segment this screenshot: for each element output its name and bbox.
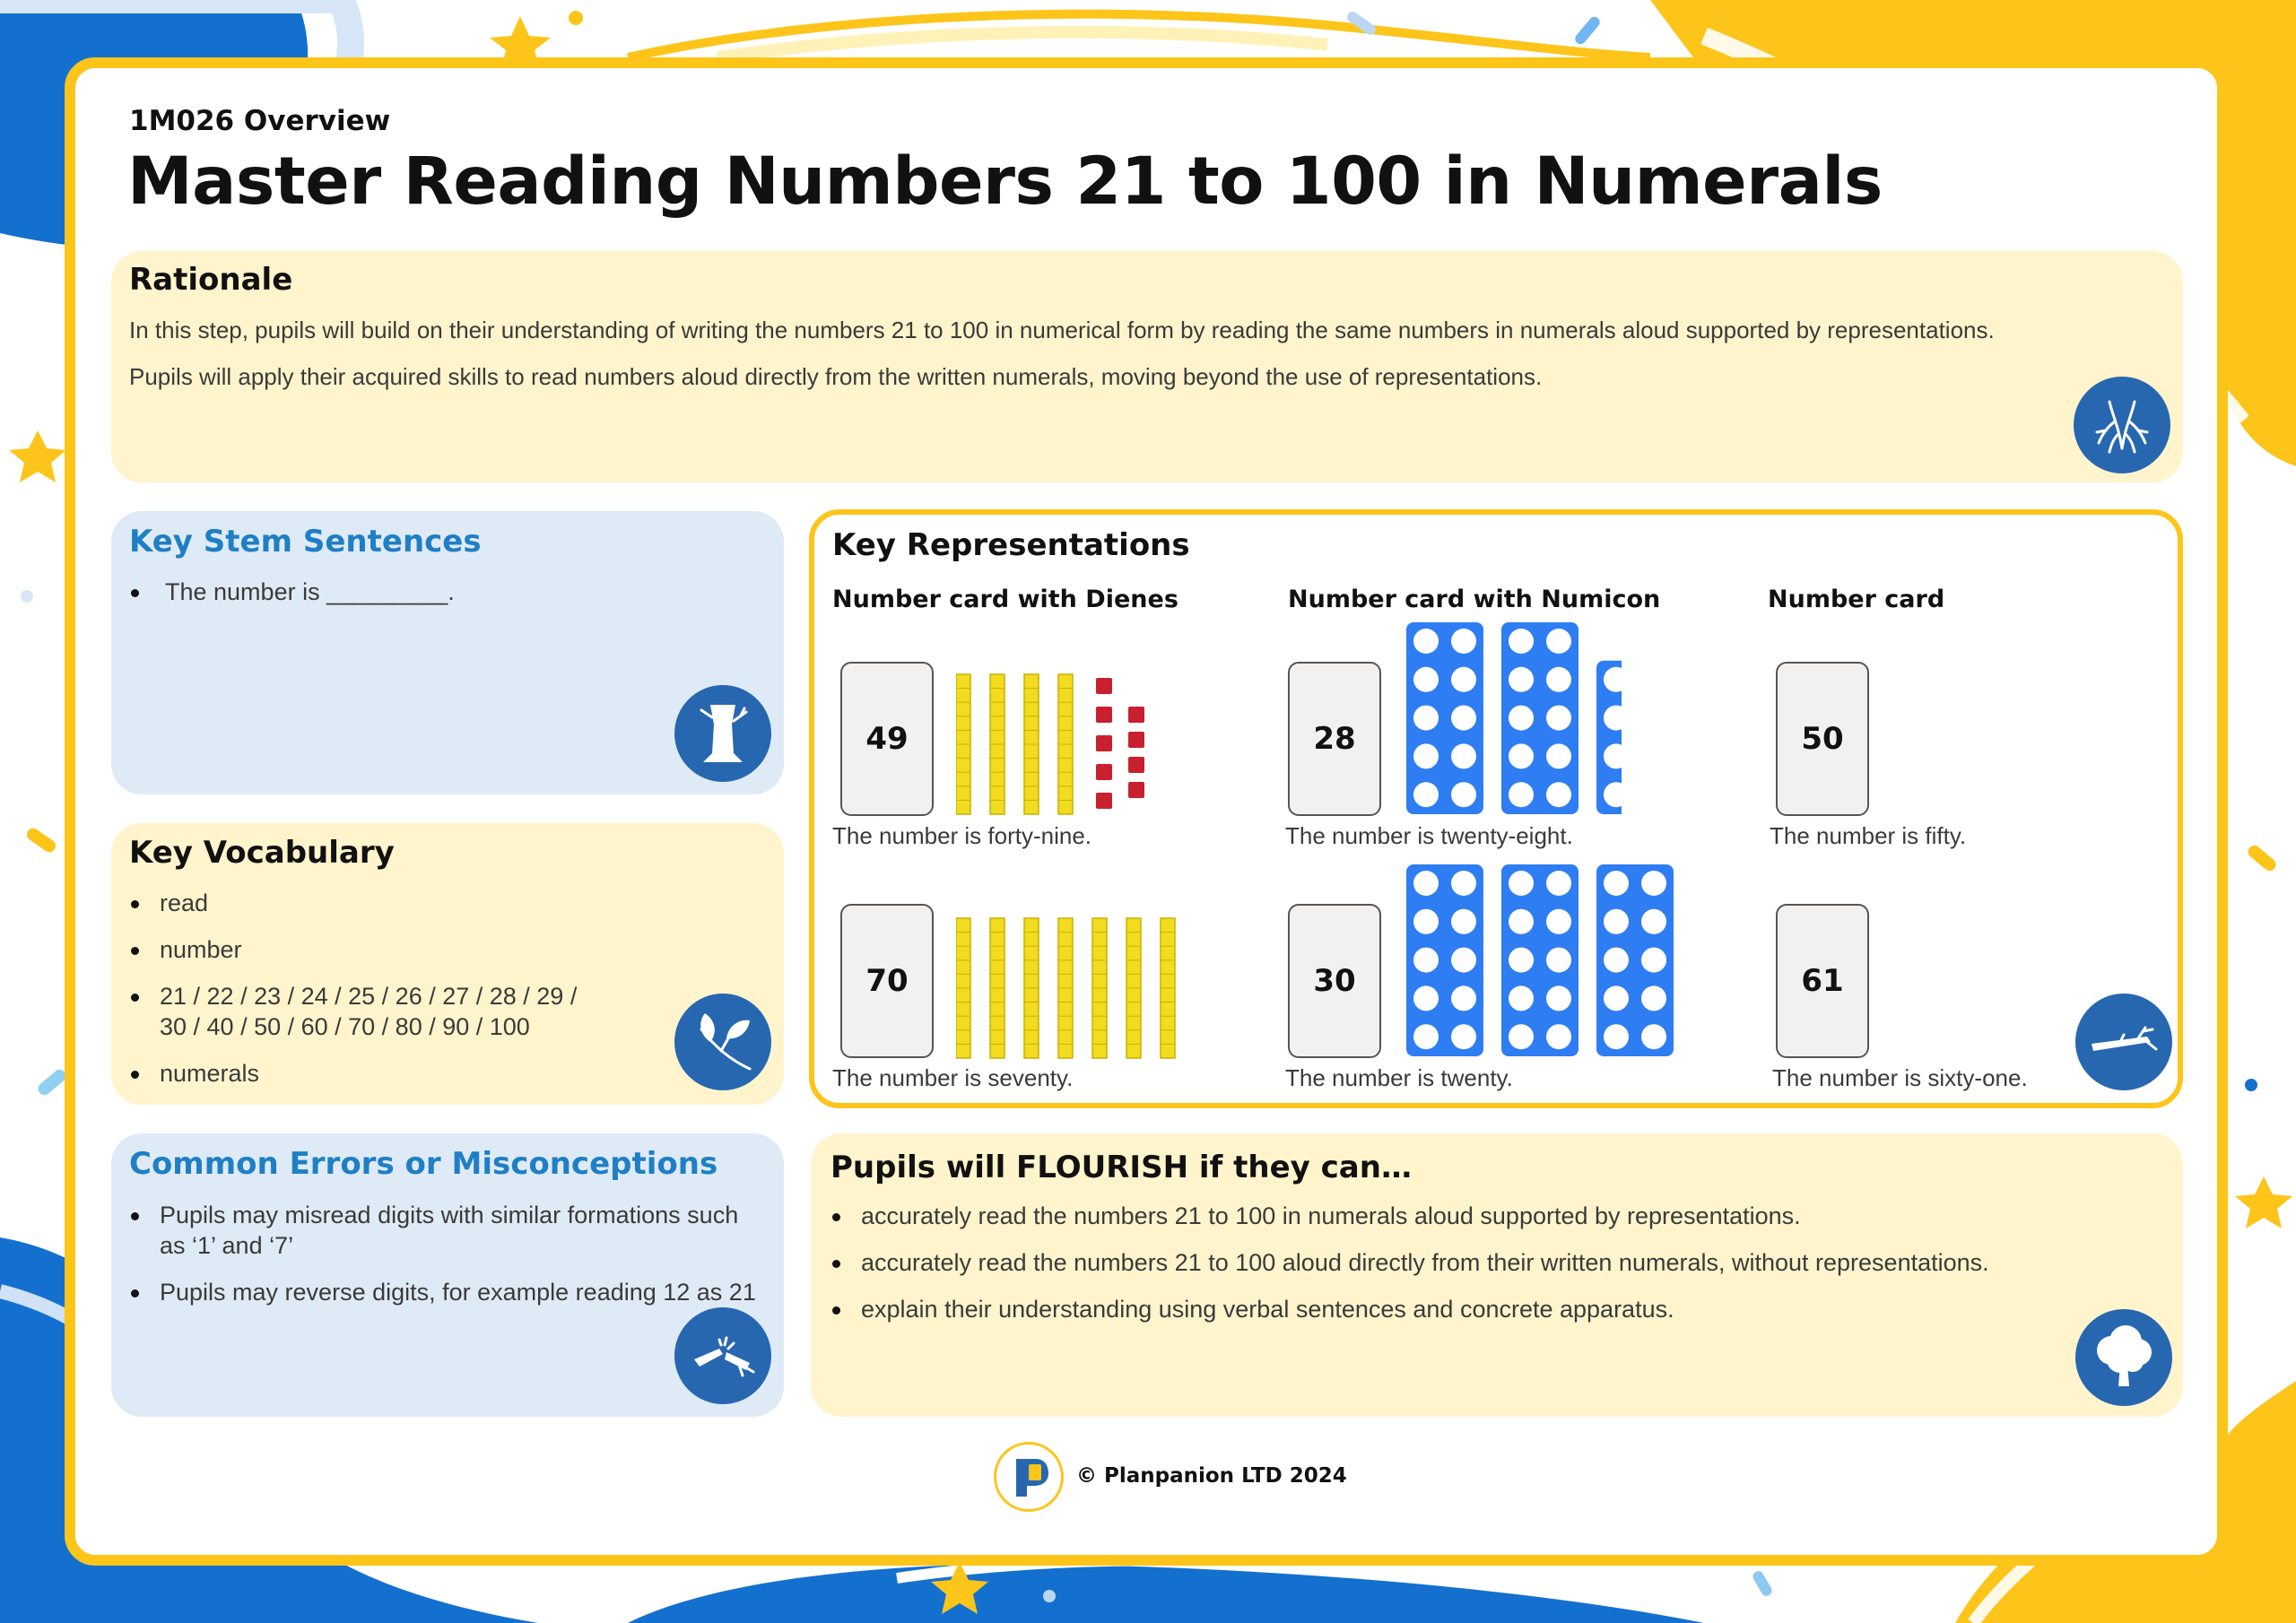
dienes-one-cube	[1096, 678, 1112, 694]
numicon-plate	[1406, 864, 1483, 1056]
page-title: Master Reading Numbers 21 to 100 in Numerals	[127, 143, 1883, 220]
vocabulary-title: Key Vocabulary	[129, 835, 395, 871]
dienes-blocks-70	[956, 916, 1207, 1060]
number-card-61: 61	[1776, 904, 1869, 1058]
list-item: read	[129, 888, 721, 918]
planpanion-logo	[994, 1442, 1064, 1512]
heading-dienes: Number card with Dienes	[832, 586, 1178, 613]
stem-sentences-list	[129, 577, 757, 607]
copyright: © Planpanion LTD 2024	[1076, 1464, 1347, 1488]
flourish-title: Pupils will FLOURISH if they can…	[831, 1150, 1412, 1185]
number-card-50: 50	[1776, 662, 1869, 816]
number-card-28: 28	[1288, 662, 1381, 816]
numicon-plate	[1501, 622, 1578, 814]
dienes-ten-rod	[990, 918, 1004, 1058]
dienes-ten-rod	[1024, 674, 1039, 814]
dienes-ten-rod	[1161, 918, 1175, 1058]
dienes-blocks-49	[956, 673, 1171, 816]
dienes-one-cube	[1128, 707, 1144, 723]
numicon-30	[1406, 864, 1693, 1058]
dienes-ten-rod	[1024, 918, 1039, 1058]
list-item: accurately read the numbers 21 to 100 in numerals aloud supported by representations.	[831, 1201, 2086, 1231]
numicon-plate	[1406, 622, 1483, 814]
list-item: accurately read the numbers 21 to 100 aloud directly from their written numerals, without representations.	[831, 1247, 2086, 1278]
number-card-49: 49	[840, 662, 934, 816]
heading-numicon: Number card with Numicon	[1288, 586, 1661, 613]
branch-icon	[2075, 994, 2172, 1090]
heading-number-card: Number card	[1768, 586, 1945, 613]
rationale-paragraph-1: In this step, pupils will build on their understanding of writing the numbers 21 to 100 in numerical form by reading the same numbers in numerals aloud supported by representations.	[129, 317, 1995, 343]
misconceptions-title: Common Errors or Misconceptions	[129, 1146, 718, 1182]
caption-70: The number is seventy.	[832, 1064, 1074, 1091]
dienes-one-cube	[1128, 782, 1144, 798]
numicon-28	[1406, 622, 1622, 816]
flourish-list	[831, 1201, 2086, 1324]
dienes-ten-rod	[1126, 918, 1141, 1058]
caption-28: The number is twenty-eight.	[1285, 822, 1573, 849]
dienes-ten-rod	[956, 918, 970, 1058]
list-item: Pupils may reverse digits, for example reading 12 as 21	[129, 1277, 775, 1307]
dienes-ten-rod	[990, 674, 1004, 814]
caption-49: The number is forty-nine.	[832, 822, 1092, 849]
dienes-one-cube	[1128, 732, 1144, 748]
caption-50: The number is fifty.	[1770, 822, 1967, 849]
list-item: The number is _________.	[129, 577, 757, 607]
dienes-ten-rod	[1058, 918, 1073, 1058]
representations-title: Key Representations	[832, 527, 1190, 563]
list-item: numerals	[129, 1058, 721, 1089]
list-item: number	[129, 934, 721, 965]
dienes-one-cube	[1128, 757, 1144, 773]
vocabulary-list	[129, 888, 721, 1089]
overview-code: 1M026 Overview	[129, 105, 391, 137]
list-item: Pupils may misread digits with similar formations such as ‘1’ and ‘7’	[129, 1200, 775, 1261]
list-item: explain their understanding using verbal sentences and concrete apparatus.	[831, 1294, 2086, 1324]
numicon-plate	[1596, 864, 1674, 1056]
caption-61: The number is sixty-one.	[1772, 1064, 2028, 1091]
roots-icon	[2074, 377, 2170, 473]
number-card-70: 70	[840, 904, 934, 1058]
misconceptions-list	[129, 1200, 775, 1307]
dienes-one-cube	[1096, 707, 1112, 723]
dienes-one-cube	[1096, 764, 1112, 780]
leaves-icon	[674, 994, 771, 1090]
caption-30: The number is twenty.	[1285, 1064, 1513, 1091]
broken-branch-icon	[674, 1307, 771, 1404]
numicon-plate	[1596, 661, 1622, 814]
full-tree-icon	[2075, 1309, 2172, 1406]
stem-sentences-title: Key Stem Sentences	[129, 524, 482, 560]
dienes-one-cube	[1096, 793, 1112, 809]
numicon-plate	[1501, 864, 1578, 1056]
rationale-paragraph-2: Pupils will apply their acquired skills to read numbers aloud directly from the written numerals, moving beyond the use of representations.	[129, 363, 1543, 390]
number-card-30: 30	[1288, 904, 1381, 1058]
dienes-one-cube	[1096, 735, 1112, 751]
dienes-ten-rod	[1058, 674, 1073, 814]
list-item: 21 / 22 / 23 / 24 / 25 / 26 / 27 / 28 / 29 / 30 / 40 / 50 / 60 / 70 / 80 / 90 / 100	[129, 981, 721, 1042]
tree-trunk-icon	[674, 685, 771, 782]
dienes-ten-rod	[956, 674, 970, 814]
dienes-ten-rod	[1092, 918, 1107, 1058]
rationale-title: Rationale	[129, 262, 293, 298]
